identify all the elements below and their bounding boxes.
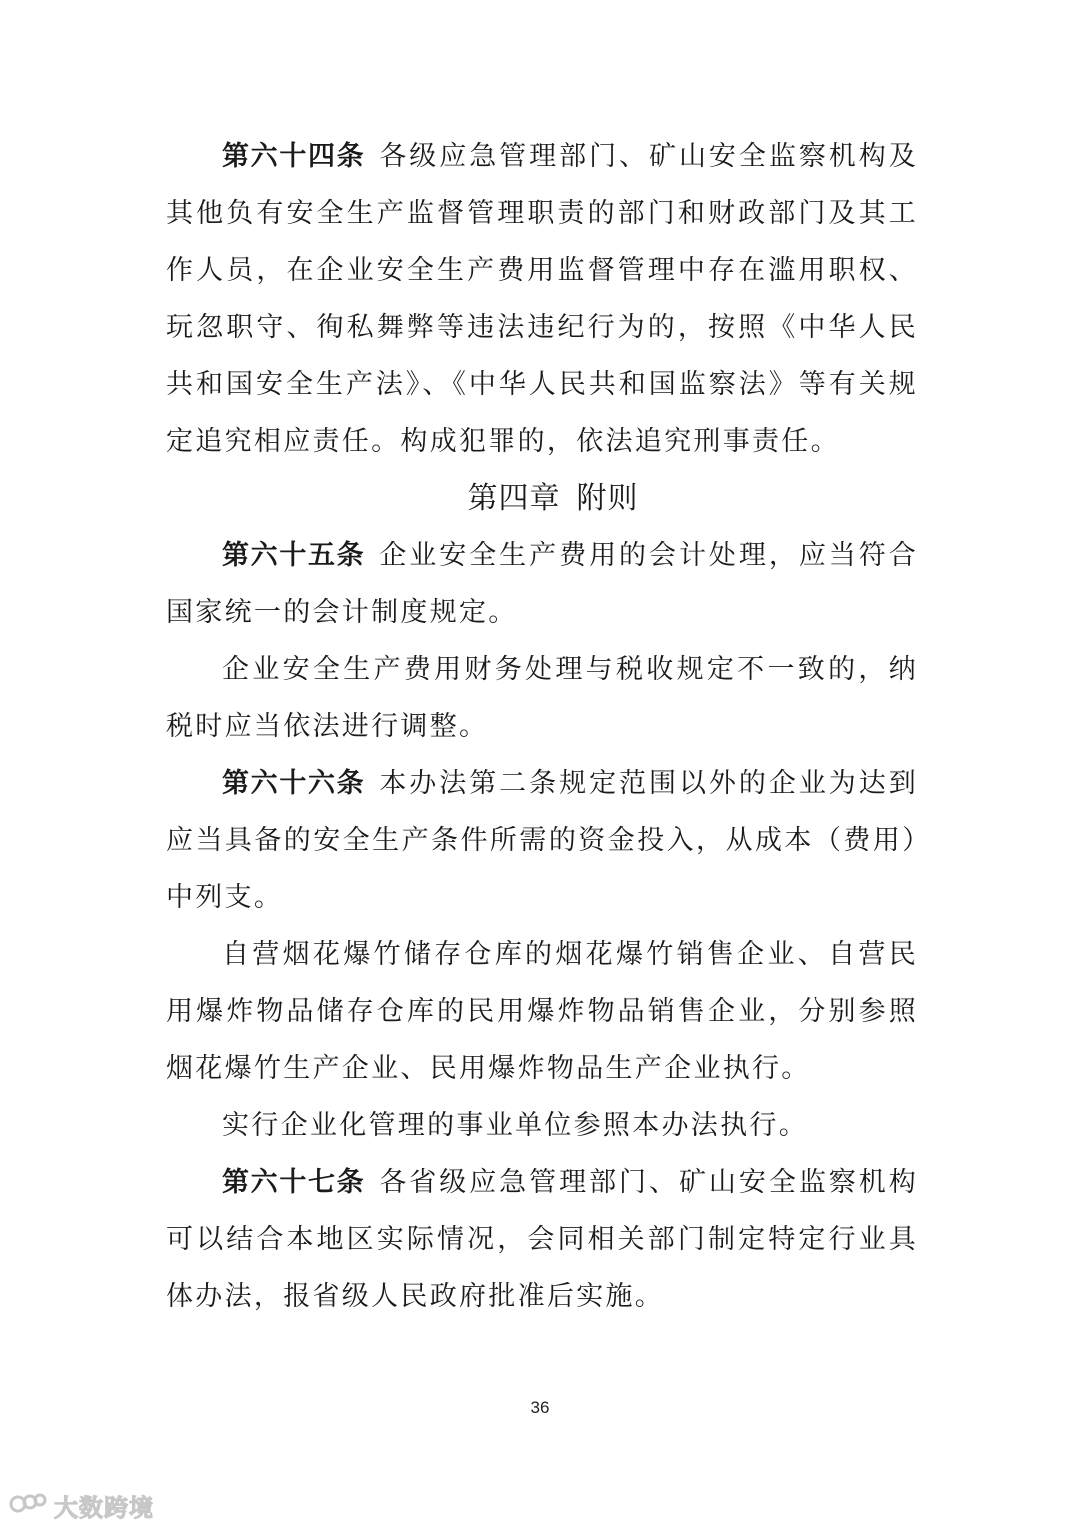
article-67-text: 各省级应急管理部门、矿山安全监察机构可以结合本地区实际情况，会同相关部门制定特定行业具体办法，报省级人民政府批准后实施。 — [166, 1167, 919, 1312]
article-65-paragraph — [166, 527, 918, 641]
article-66-label: 第六十六条 — [222, 768, 366, 799]
watermark — [8, 1488, 154, 1523]
article-66-paragraph-2: 自营烟花爆竹储存仓库的烟花爆竹销售企业、自营民用爆炸物品储存仓库的民用爆炸物品销售企业，分别参照烟花爆竹生产企业、民用爆炸物品生产企业执行。 — [166, 939, 918, 1084]
watermark-logo-icon — [8, 1489, 48, 1523]
article-67-label: 第六十七条 — [222, 1167, 366, 1198]
article-64-label: 第六十四条 — [222, 141, 366, 172]
chapter-title: 附则 — [576, 481, 639, 516]
article-66-paragraph-3: 实行企业化管理的事业单位参照本办法执行。 — [222, 1110, 808, 1141]
watermark-text: 大数跨境 — [54, 1494, 154, 1522]
page-number: 36 — [530, 1398, 550, 1417]
chapter-heading — [166, 470, 918, 527]
article-65-label: 第六十五条 — [222, 540, 366, 571]
article-65-text: 企业安全生产费用的会计处理，应当符合国家统一的会计制度规定。 — [166, 540, 919, 628]
chapter-number: 第四章 — [467, 481, 561, 516]
article-64-text: 各级应急管理部门、矿山安全监察机构及其他负有安全生产监督管理职责的部门和财政部门及其工作人员，在企业安全生产费用监督管理中存在滥用职权、玩忽职守、徇私舞弊等违法违纪行为的，按照《中华人民共和国安全生产法》、《中华人民共和国监察法》等有关规定追究相应责任。构成犯罪的，依法追究刑事责任。 — [166, 141, 919, 457]
article-66-text: 本办法第二条规定范围以外的企业为达到应当具备的安全生产条件所需的资金投入，从成本（费用）中列支。 — [166, 768, 919, 913]
article-67-paragraph — [166, 1154, 918, 1325]
article-65-paragraph-2: 企业安全生产费用财务处理与税收规定不一致的，纳税时应当依法进行调整。 — [166, 654, 918, 742]
article-64-paragraph — [166, 128, 918, 470]
article-66-paragraph — [166, 755, 918, 926]
document-body — [166, 128, 918, 1325]
